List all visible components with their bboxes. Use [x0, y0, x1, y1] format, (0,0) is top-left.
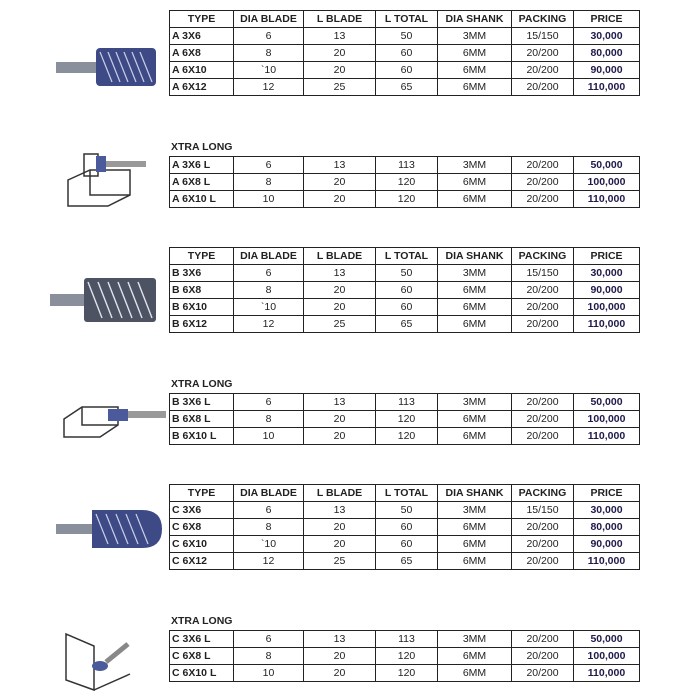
cell-l-blade: 20: [304, 536, 376, 553]
table-row: [170, 157, 640, 174]
cell-price: 110,000: [574, 665, 640, 682]
cell-type: C 6X10: [170, 536, 234, 553]
cell-dia-blade: `10: [234, 62, 304, 79]
cell-type: B 6X10 L: [170, 428, 234, 445]
cell-l-total: 60: [376, 299, 438, 316]
cell-l-blade: 13: [304, 631, 376, 648]
table-row: [170, 648, 640, 665]
header-price: PRICE: [574, 485, 640, 502]
cell-price: 50,000: [574, 394, 640, 411]
cell-packing: 20/200: [512, 282, 574, 299]
table-row: [170, 316, 640, 333]
spec-table-a: [169, 10, 640, 96]
cell-l-total: 50: [376, 265, 438, 282]
cell-dia-shank: 3MM: [438, 265, 512, 282]
cell-type: B 6X8 L: [170, 411, 234, 428]
cell-packing: 20/200: [512, 174, 574, 191]
cell-dia-blade: 10: [234, 191, 304, 208]
cell-type: A 3X6: [170, 28, 234, 45]
cell-price: 80,000: [574, 519, 640, 536]
cell-l-blade: 13: [304, 157, 376, 174]
cell-l-total: 60: [376, 62, 438, 79]
header-type: TYPE: [170, 248, 234, 265]
cell-packing: 20/200: [512, 411, 574, 428]
cell-l-total: 120: [376, 428, 438, 445]
cell-l-total: 50: [376, 502, 438, 519]
table-row: [170, 553, 640, 570]
header-price: PRICE: [574, 248, 640, 265]
header-dia-shank: DIA SHANK: [438, 485, 512, 502]
cell-dia-blade: 6: [234, 157, 304, 174]
burr-b-cylinder-image: [50, 270, 162, 332]
cell-dia-shank: 6MM: [438, 519, 512, 536]
header-packing: PACKING: [512, 11, 574, 28]
cell-price: 100,000: [574, 174, 640, 191]
table-row: [170, 45, 640, 62]
cell-packing: 15/150: [512, 502, 574, 519]
cell-l-total: 65: [376, 553, 438, 570]
cell-type: A 3X6 L: [170, 157, 234, 174]
cell-dia-shank: 6MM: [438, 62, 512, 79]
table-row: [170, 282, 640, 299]
cell-type: C 6X8: [170, 519, 234, 536]
cell-dia-shank: 6MM: [438, 411, 512, 428]
cell-price: 30,000: [574, 28, 640, 45]
header-packing: PACKING: [512, 248, 574, 265]
cell-dia-shank: 6MM: [438, 282, 512, 299]
cell-l-total: 113: [376, 394, 438, 411]
table-row: [170, 502, 640, 519]
cell-dia-blade: 8: [234, 174, 304, 191]
cell-price: 50,000: [574, 631, 640, 648]
cell-l-total: 60: [376, 282, 438, 299]
cell-l-blade: 20: [304, 62, 376, 79]
cell-l-total: 120: [376, 665, 438, 682]
cell-price: 90,000: [574, 62, 640, 79]
cell-type: A 6X12: [170, 79, 234, 96]
cell-l-total: 113: [376, 157, 438, 174]
cell-l-blade: 20: [304, 299, 376, 316]
cell-type: A 6X8: [170, 45, 234, 62]
cell-price: 110,000: [574, 191, 640, 208]
cell-l-total: 50: [376, 28, 438, 45]
header-dia-blade: DIA BLADE: [234, 485, 304, 502]
cell-l-total: 120: [376, 174, 438, 191]
cell-type: C 6X8 L: [170, 648, 234, 665]
cell-l-total: 120: [376, 411, 438, 428]
cell-packing: 15/150: [512, 28, 574, 45]
cell-type: A 6X10 L: [170, 191, 234, 208]
cell-type: B 6X12: [170, 316, 234, 333]
cell-packing: 20/200: [512, 428, 574, 445]
cell-dia-blade: 6: [234, 502, 304, 519]
cell-dia-shank: 3MM: [438, 631, 512, 648]
cell-dia-blade: 8: [234, 648, 304, 665]
cell-l-blade: 20: [304, 519, 376, 536]
header-price: PRICE: [574, 11, 640, 28]
cell-price: 50,000: [574, 157, 640, 174]
cell-packing: 20/200: [512, 648, 574, 665]
cell-dia-blade: 6: [234, 394, 304, 411]
cell-dia-blade: 6: [234, 631, 304, 648]
table-row: [170, 428, 640, 445]
cell-packing: 20/200: [512, 519, 574, 536]
cell-l-blade: 25: [304, 79, 376, 96]
spec-table-b: [169, 247, 640, 333]
cell-packing: 20/200: [512, 191, 574, 208]
xtra-long-label-c: XTRA LONG: [171, 615, 233, 627]
cell-dia-shank: 6MM: [438, 428, 512, 445]
table-row: [170, 191, 640, 208]
header-type: TYPE: [170, 11, 234, 28]
cell-l-blade: 20: [304, 411, 376, 428]
cell-type: B 6X8: [170, 282, 234, 299]
cell-type: C 3X6: [170, 502, 234, 519]
spec-table-b-xtra-long: [169, 393, 640, 445]
header-dia-blade: DIA BLADE: [234, 11, 304, 28]
cell-price: 110,000: [574, 428, 640, 445]
cell-l-blade: 13: [304, 28, 376, 45]
cell-dia-blade: 8: [234, 411, 304, 428]
cell-dia-blade: 12: [234, 316, 304, 333]
cell-l-blade: 13: [304, 502, 376, 519]
cell-type: C 6X12: [170, 553, 234, 570]
cell-price: 110,000: [574, 553, 640, 570]
cell-packing: 20/200: [512, 45, 574, 62]
table-row: [170, 536, 640, 553]
cell-dia-shank: 3MM: [438, 394, 512, 411]
cell-dia-blade: 12: [234, 553, 304, 570]
cell-packing: 20/200: [512, 631, 574, 648]
cell-packing: 20/200: [512, 536, 574, 553]
table-row: [170, 631, 640, 648]
cell-l-blade: 20: [304, 45, 376, 62]
header-dia-blade: DIA BLADE: [234, 248, 304, 265]
table-row: [170, 411, 640, 428]
cell-dia-blade: `10: [234, 299, 304, 316]
cell-l-blade: 20: [304, 665, 376, 682]
cell-l-blade: 13: [304, 394, 376, 411]
xtra-long-label-a: XTRA LONG: [171, 141, 233, 153]
cell-price: 110,000: [574, 316, 640, 333]
xtra-long-b-diagram-icon: [60, 393, 170, 443]
cell-l-blade: 20: [304, 648, 376, 665]
table-header-row: [170, 248, 640, 265]
table-row: [170, 62, 640, 79]
table-row: [170, 79, 640, 96]
cell-dia-shank: 6MM: [438, 45, 512, 62]
cell-packing: 20/200: [512, 62, 574, 79]
spec-table-a-xtra-long: [169, 156, 640, 208]
table-row: [170, 28, 640, 45]
cell-dia-shank: 3MM: [438, 502, 512, 519]
header-l-total: L TOTAL: [376, 485, 438, 502]
cell-dia-shank: 6MM: [438, 316, 512, 333]
cell-packing: 20/200: [512, 157, 574, 174]
cell-l-blade: 13: [304, 265, 376, 282]
cell-packing: 20/200: [512, 665, 574, 682]
cell-price: 30,000: [574, 502, 640, 519]
cell-dia-blade: 6: [234, 28, 304, 45]
xtra-long-c-diagram-icon: [60, 630, 140, 692]
cell-l-blade: 20: [304, 191, 376, 208]
cell-l-total: 60: [376, 45, 438, 62]
header-l-blade: L BLADE: [304, 485, 376, 502]
header-l-blade: L BLADE: [304, 11, 376, 28]
header-l-total: L TOTAL: [376, 11, 438, 28]
cell-dia-blade: 8: [234, 282, 304, 299]
cell-packing: 20/200: [512, 316, 574, 333]
burr-a-cylinder-image: [56, 38, 164, 96]
cell-type: B 6X10: [170, 299, 234, 316]
cell-dia-shank: 3MM: [438, 157, 512, 174]
header-dia-shank: DIA SHANK: [438, 248, 512, 265]
cell-price: 80,000: [574, 45, 640, 62]
cell-l-blade: 25: [304, 553, 376, 570]
cell-price: 100,000: [574, 299, 640, 316]
cell-l-total: 65: [376, 316, 438, 333]
cell-price: 110,000: [574, 79, 640, 96]
cell-dia-shank: 6MM: [438, 299, 512, 316]
table-header-row: [170, 11, 640, 28]
spec-table-c: [169, 484, 640, 570]
xtra-long-a-diagram-icon: [62, 140, 157, 215]
header-packing: PACKING: [512, 485, 574, 502]
table-row: [170, 299, 640, 316]
header-type: TYPE: [170, 485, 234, 502]
cell-price: 90,000: [574, 282, 640, 299]
cell-packing: 15/150: [512, 265, 574, 282]
cell-dia-shank: 6MM: [438, 536, 512, 553]
cell-dia-shank: 6MM: [438, 174, 512, 191]
cell-l-total: 120: [376, 191, 438, 208]
header-l-blade: L BLADE: [304, 248, 376, 265]
cell-l-blade: 20: [304, 428, 376, 445]
table-row: [170, 394, 640, 411]
cell-type: A 6X8 L: [170, 174, 234, 191]
cell-packing: 20/200: [512, 553, 574, 570]
cell-type: C 3X6 L: [170, 631, 234, 648]
cell-dia-blade: 8: [234, 45, 304, 62]
cell-dia-shank: 6MM: [438, 191, 512, 208]
cell-l-total: 60: [376, 536, 438, 553]
cell-dia-blade: 10: [234, 665, 304, 682]
cell-price: 100,000: [574, 411, 640, 428]
cell-l-blade: 25: [304, 316, 376, 333]
header-dia-shank: DIA SHANK: [438, 11, 512, 28]
cell-dia-blade: 6: [234, 265, 304, 282]
cell-l-total: 65: [376, 79, 438, 96]
table-row: [170, 265, 640, 282]
cell-packing: 20/200: [512, 79, 574, 96]
cell-type: B 3X6: [170, 265, 234, 282]
table-row: [170, 174, 640, 191]
cell-dia-shank: 3MM: [438, 28, 512, 45]
burr-c-ball-nose-image: [56, 500, 168, 558]
cell-packing: 20/200: [512, 394, 574, 411]
cell-l-total: 120: [376, 648, 438, 665]
table-row: [170, 665, 640, 682]
header-l-total: L TOTAL: [376, 248, 438, 265]
cell-price: 30,000: [574, 265, 640, 282]
cell-l-total: 60: [376, 519, 438, 536]
cell-type: B 3X6 L: [170, 394, 234, 411]
cell-type: C 6X10 L: [170, 665, 234, 682]
cell-dia-shank: 6MM: [438, 648, 512, 665]
cell-dia-shank: 6MM: [438, 79, 512, 96]
cell-packing: 20/200: [512, 299, 574, 316]
cell-price: 90,000: [574, 536, 640, 553]
spec-table-c-xtra-long: [169, 630, 640, 682]
table-header-row: [170, 485, 640, 502]
cell-l-blade: 20: [304, 282, 376, 299]
cell-dia-blade: 8: [234, 519, 304, 536]
cell-dia-blade: 10: [234, 428, 304, 445]
cell-type: A 6X10: [170, 62, 234, 79]
cell-l-total: 113: [376, 631, 438, 648]
cell-price: 100,000: [574, 648, 640, 665]
cell-dia-blade: 12: [234, 79, 304, 96]
cell-dia-blade: `10: [234, 536, 304, 553]
xtra-long-label-b: XTRA LONG: [171, 378, 233, 390]
cell-dia-shank: 6MM: [438, 665, 512, 682]
table-row: [170, 519, 640, 536]
cell-l-blade: 20: [304, 174, 376, 191]
cell-dia-shank: 6MM: [438, 553, 512, 570]
